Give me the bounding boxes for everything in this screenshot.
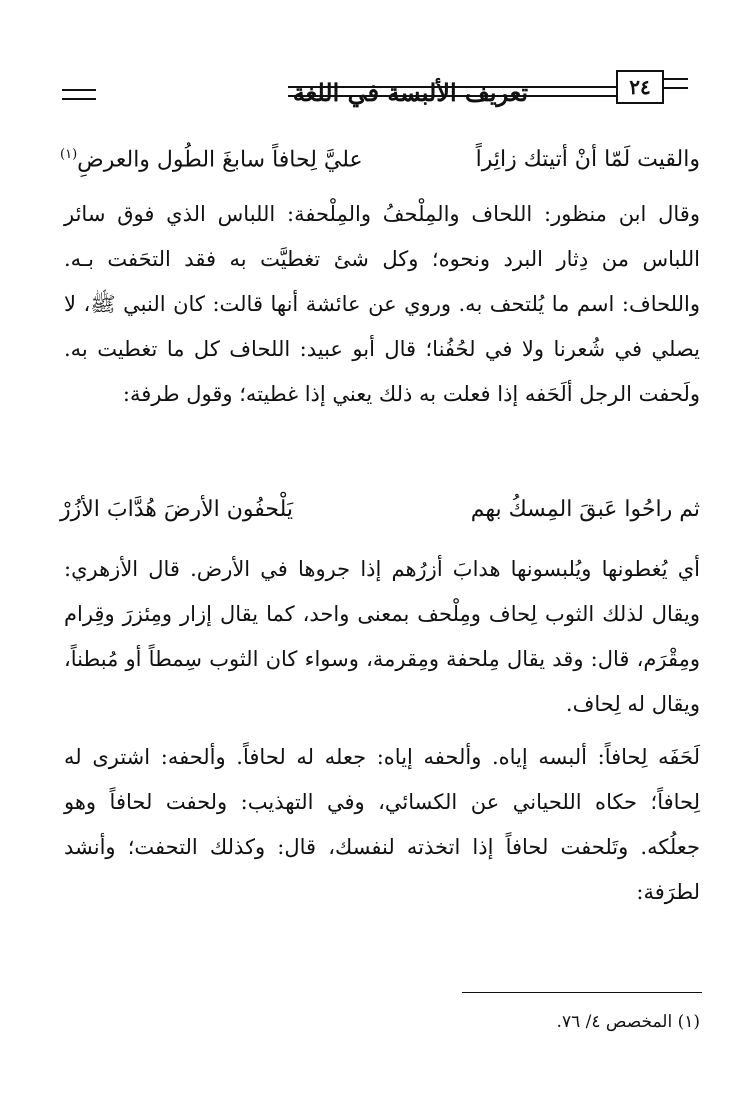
verse-2 — [60, 497, 700, 537]
paragraph-lahafahu: لَحَفَه لِحافاً: ألبسه إياه. وألحفه إياه: جعله له لحافاً. وألحفه: اشترى له لِحافاً؛ حكاه اللحياني عن الكسائي، وفي التهذيب: ولحفت لحافاً وهو جعلُكه. وتَلحفت لحافاً إذا اتخذته لنفسك، قال: وكذلك التحفت؛ وأنشد لطرَفة: — [64, 745, 700, 904]
verse-1 — [60, 147, 700, 187]
verse-2-second-hemistich: يَلْحفُون الأرضَ هُدَّابَ الأزُرْ — [60, 497, 293, 522]
header-rule-left — [62, 89, 96, 100]
page-header — [0, 0, 752, 120]
verse-1-second-hemistich-text: عليَّ لِحافاً سابغَ الطُول والعرضِ — [77, 147, 363, 173]
paragraph-ibn-manzur: وقال ابن منظور: اللحاف والمِلْحفُ والمِلْحفة: اللباس الذي فوق سائر اللباس من دِثار البرد ونحوه؛ وكل شئ تغطيَّت به فقد التحَفت بـه. واللحاف: اسم ما يُلتحف به. وروي عن عائشة أنها قالت: كان النبي ﷺ، لا يصلي في شُعرنا ولا في لحُفُنا؛ قال أبو عبيد: اللحاف كل ما تغطيت به. ولَحفت الرجل ألَحَفه إذا فعلت به ذلك يعني إذا غطيته؛ وقول طرفة: — [64, 202, 700, 406]
verse-2-first-hemistich: ثم راحُوا عَبقَ المِسكُ بهم — [470, 497, 700, 522]
verse-1-second-hemistich — [60, 147, 363, 172]
paragraph-azhari: أي يُغطونها ويُلبسونها هدابَ أزرُهم إذا جروها في الأرض. قال الأزهري: ويقال لذلك الثوب لِحاف ومِلْحف بمعنى واحد، كما يقال إزار ومِئزرَ وقِرام ومِقْرَم، قال: وقد يقال مِلحفة ومِقرمة، وسواء كان الثوب سِمطاً أو مُبطناً، ويقال له لِحاف. — [64, 557, 700, 716]
page-number: ٢٤ — [616, 70, 664, 104]
footnote-text: (١) المخصص ٤/ ٧٦. — [556, 1012, 700, 1032]
running-title: تعريف الألبسة في اللغة — [292, 78, 528, 107]
verse-1-first-hemistich: والقيت لَمّا أنْ أتيتك زائِراً — [475, 147, 700, 172]
header-rule-right — [662, 78, 688, 89]
footnote-marker: (١) — [60, 147, 78, 162]
footnote-separator — [462, 992, 702, 993]
